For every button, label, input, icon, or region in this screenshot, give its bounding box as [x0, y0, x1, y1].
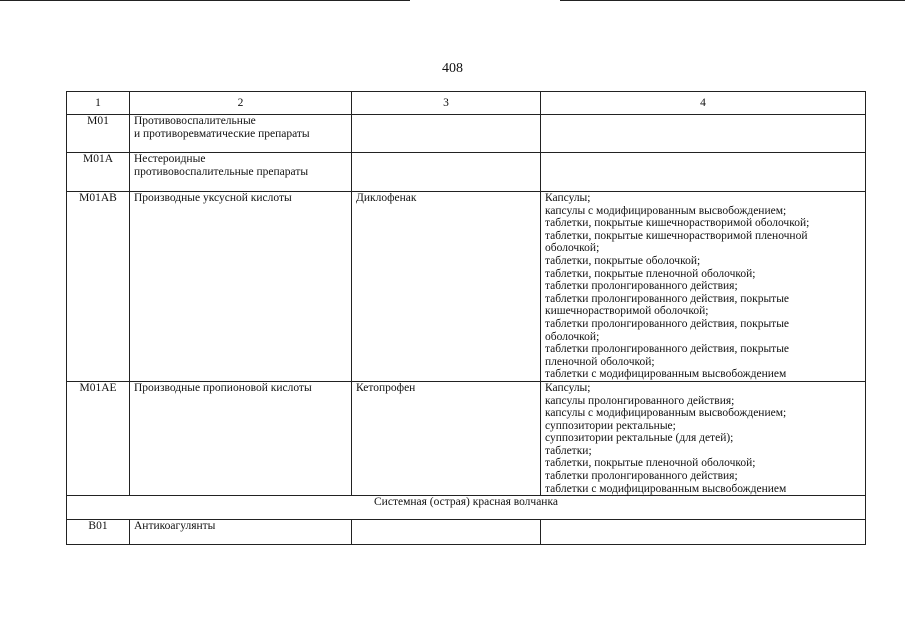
page-number: 408	[442, 61, 463, 76]
dosage-form-line: таблетки пролонгированного действия, покрытые	[545, 292, 790, 305]
dosage-form-line: капсулы с модифицированным высвобождением;	[545, 204, 787, 217]
column-header-2: 2	[130, 92, 352, 115]
dosage-form-line: таблетки пролонгированного действия, покрытые	[545, 317, 790, 330]
drug-name-cell	[352, 520, 541, 545]
dosage-form-line: таблетки, покрытые пленочной оболочкой;	[545, 267, 756, 280]
group-name-line: противовоспалительные препараты	[134, 165, 309, 178]
group-name-cell	[130, 381, 352, 495]
group-name-cell	[130, 115, 352, 153]
dosage-forms-cell	[541, 115, 866, 153]
table-row	[67, 153, 866, 192]
table-row	[67, 192, 866, 382]
dosage-form-line: Капсулы;	[545, 381, 591, 394]
dosage-form-line: таблетки, покрытые пленочной оболочкой;	[545, 457, 756, 470]
atc-code-cell: B01	[67, 520, 130, 545]
dosage-form-line: суппозитории ректальные (для детей);	[545, 432, 734, 445]
dosage-form-line: таблетки пролонгированного действия, покрытые	[545, 343, 790, 356]
drug-name-cell: Диклофенак	[352, 192, 541, 382]
group-name-cell: Антикоагулянты	[130, 520, 352, 545]
dosage-forms-cell	[541, 153, 866, 192]
column-header-1: 1	[67, 92, 130, 115]
atc-code-cell: M01	[67, 115, 130, 153]
drug-name-cell	[352, 153, 541, 192]
dosage-form-line: капсулы пролонгированного действия;	[545, 394, 735, 407]
group-name-line: Производные пропионовой кислоты	[134, 381, 312, 394]
drug-name-cell	[352, 115, 541, 153]
section-header-row	[67, 496, 866, 520]
table-row	[67, 520, 866, 545]
dosage-forms-cell	[541, 381, 866, 495]
group-name-line: и противоревматические препараты	[134, 127, 310, 140]
column-header-4: 4	[541, 92, 866, 115]
scan-edge-line	[0, 0, 410, 1]
dosage-form-line: таблетки, покрытые кишечнорастворимой пленочной	[545, 229, 808, 242]
dosage-form-line: суппозитории ректальные;	[545, 419, 676, 432]
dosage-form-line: таблетки;	[545, 444, 592, 457]
table-body	[67, 115, 866, 545]
dosage-form-line: оболочкой;	[545, 242, 600, 255]
dosage-form-line: таблетки с модифицированным высвобождением	[545, 368, 787, 381]
group-name-cell	[130, 153, 352, 192]
dosage-form-line: оболочкой;	[545, 330, 600, 343]
group-name-line: Производные уксусной кислоты	[134, 192, 292, 204]
dosage-form-line: капсулы с модифицированным высвобождением;	[545, 407, 787, 420]
section-header: Системная (острая) красная волчанка	[67, 496, 866, 520]
group-name-line: Нестероидные	[134, 153, 206, 165]
group-name-cell	[130, 192, 352, 382]
dosage-form-line: таблетки с модифицированным высвобождением	[545, 482, 787, 495]
table-row	[67, 115, 866, 153]
dosage-form-line: Капсулы;	[545, 192, 591, 204]
atc-code-cell: M01A	[67, 153, 130, 192]
atc-code-cell: M01AB	[67, 192, 130, 382]
drug-name-cell: Кетопрофен	[352, 381, 541, 495]
table-row	[67, 381, 866, 495]
scan-edge-line	[560, 0, 905, 1]
dosage-forms-cell	[541, 192, 866, 382]
group-name-line: Противовоспалительные	[134, 115, 256, 127]
dosage-form-line: пленочной оболочкой;	[545, 355, 655, 368]
table-header-row	[67, 92, 866, 115]
dosage-form-line: таблетки, покрытые оболочкой;	[545, 254, 701, 267]
drug-table	[66, 91, 866, 545]
dosage-form-line: таблетки пролонгированного действия;	[545, 280, 738, 293]
column-header-3: 3	[352, 92, 541, 115]
dosage-form-line: таблетки пролонгированного действия;	[545, 470, 738, 483]
dosage-form-line: таблетки, покрытые кишечнорастворимой оболочкой;	[545, 217, 810, 230]
atc-code-cell: M01AE	[67, 381, 130, 495]
dosage-form-line: кишечнорастворимой оболочкой;	[545, 305, 709, 318]
dosage-forms-cell	[541, 520, 866, 545]
